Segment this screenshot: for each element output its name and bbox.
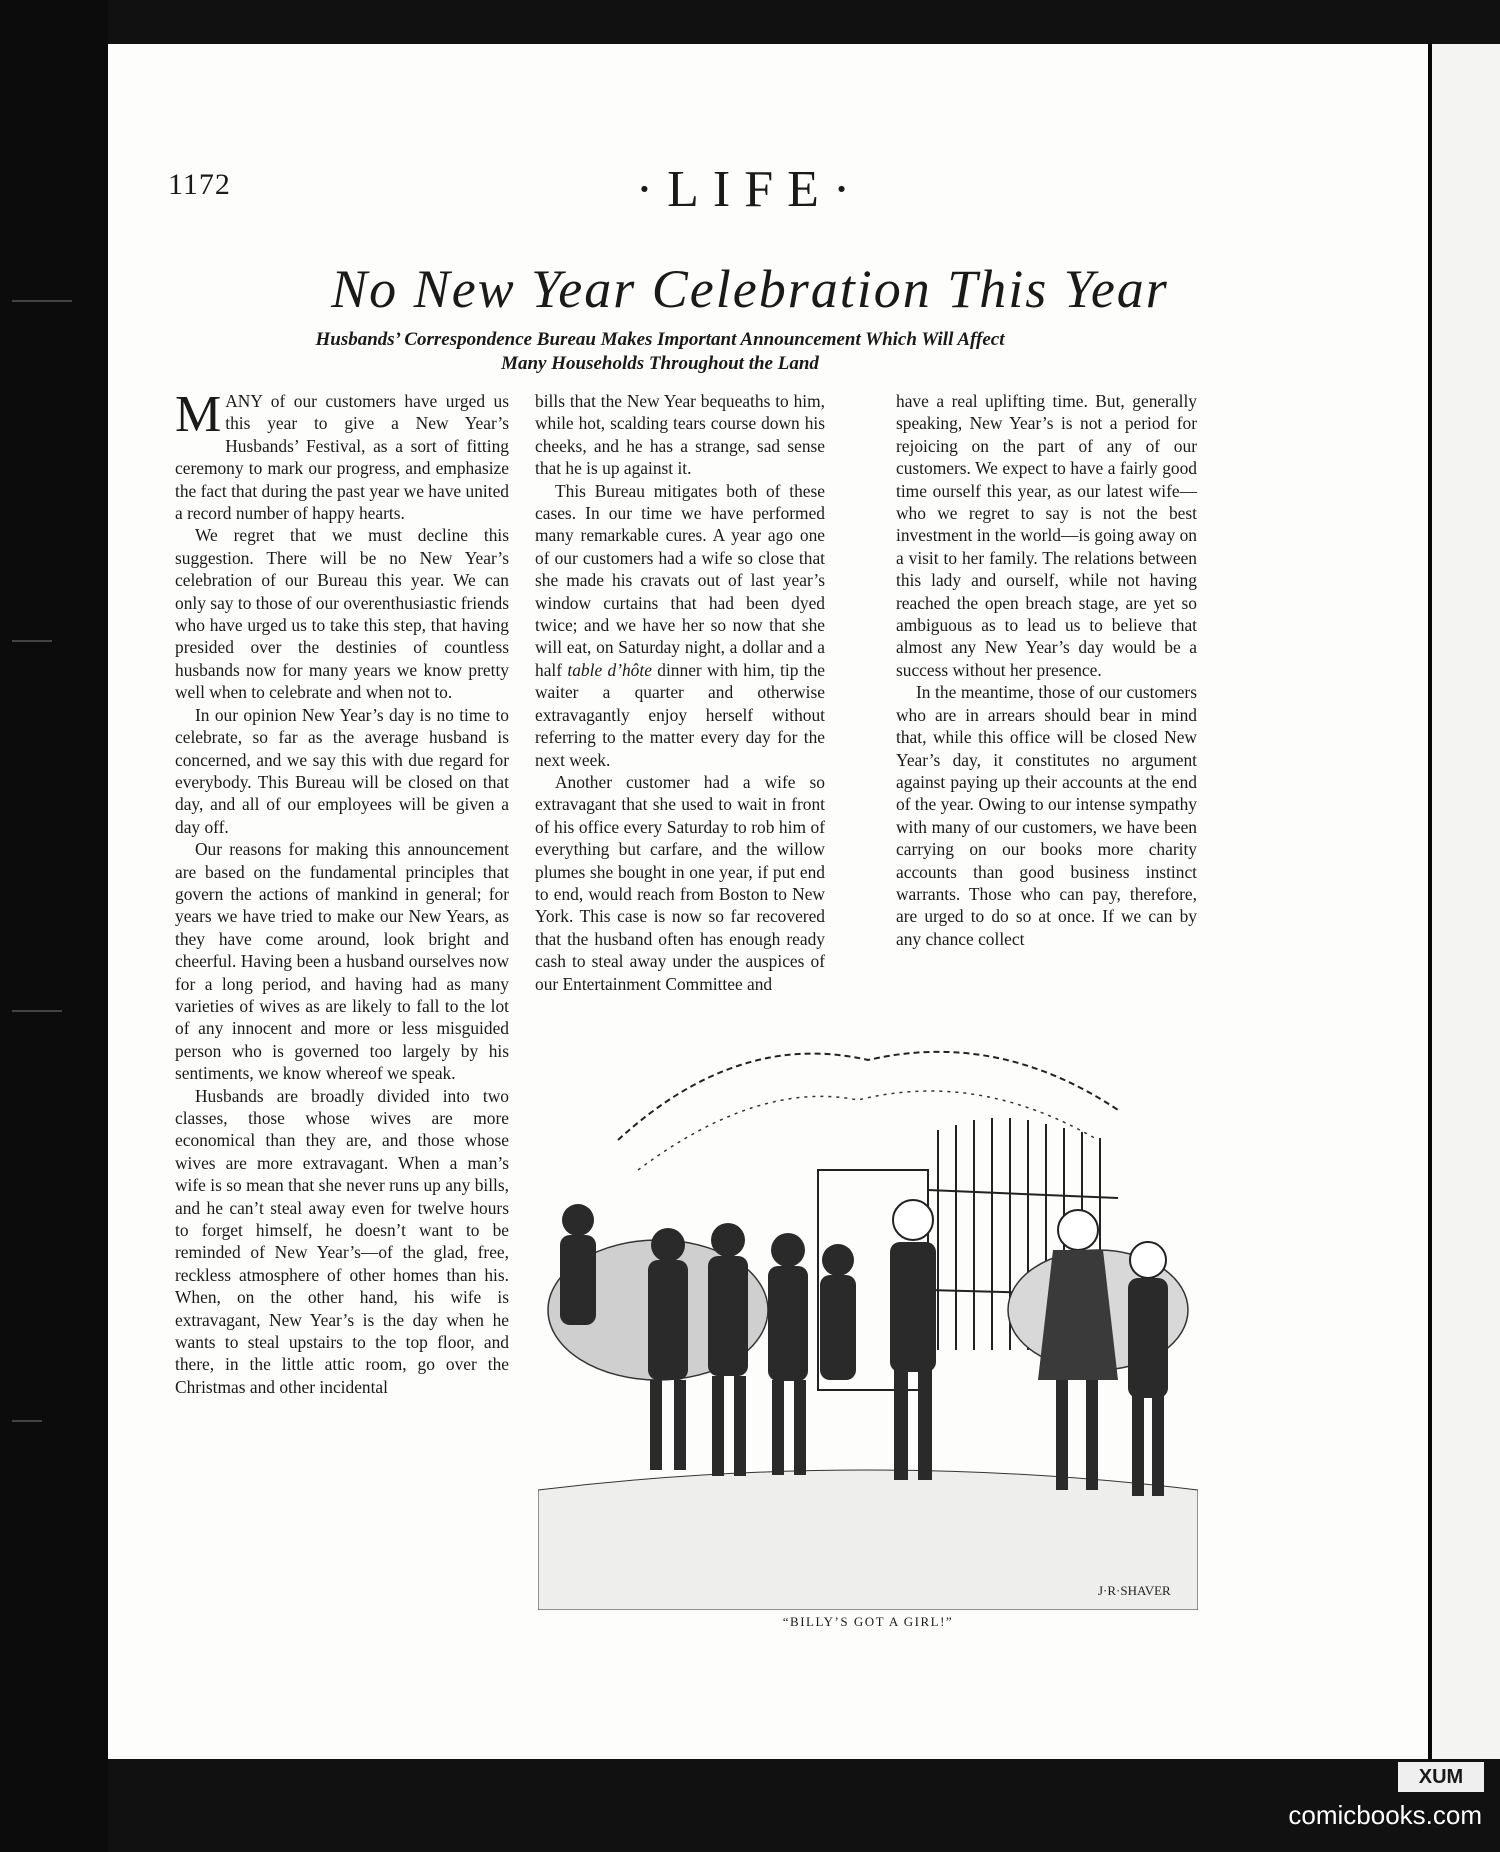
arbor-vines xyxy=(618,1052,1118,1140)
drop-cap: M xyxy=(175,386,222,443)
paragraph: In the meantime, those of our customers who are in arrears should bear in mind that, while this office will be closed New Year’s day, it constitutes no argument against paying up their accounts at the end of the year. Owing to our intense sympathy with many of our customers, we have been carrying on our books more charity accounts than good business instinct warrants. Those who can pay, therefore, are urged to do so at once. If we can by any chance collect xyxy=(896,682,1197,949)
paragraph-text: dinner with him, tip the waiter a quarter and otherwise extravagantly enjoy herself without referring to the matter every day for the next week. xyxy=(535,659,825,770)
subtitle-line: Husbands’ Correspondence Bureau Makes Important Announcement Which Will Affect xyxy=(315,329,1005,350)
scan-scratch xyxy=(12,1420,42,1422)
paragraph: We regret that we must decline this suggestion. There will be no New Year’s celebration of our Bureau this year. We can only say to those of our overenthusiastic friends who have urged us to take this step, that having presided over the destinies of countless husbands now for many years we know pretty well when to celebrate and when not to. xyxy=(175,525,509,703)
subtitle-line: Many Households Throughout the Land xyxy=(501,353,819,374)
scan-scratch xyxy=(12,1010,62,1012)
paragraph: have a real uplifting time. But, generally speaking, New Year’s is not a period for rejoicing on the part of any of our customers. We expect to have a fairly good time ourself this year, as our latest wife—who we regret to say is not the best investment in the world—is going away on a visit to her family. The relations between this lady and ourself, while not having reached the open breach stage, are yet so ambiguous as to lead us to believe that almost any New Year’s day would be a success without her presence. xyxy=(896,391,1197,680)
billy-figure xyxy=(890,1200,936,1480)
paragraph-text: ANY of our customers have urged us this year to give a New Year’s Husbands’ Festival, as a sort of fitting ceremony to mark our progress, and emphasize the fact that during the past year we have united a record number of happy hearts. xyxy=(175,391,509,524)
paragraph xyxy=(175,386,509,524)
article-subtitle xyxy=(200,328,1120,376)
article-title: No New Year Celebration This Year xyxy=(331,259,1169,319)
paragraph: bills that the New Year bequeaths to him, while hot, scalding tears course down his cheeks, and he has a strange, sad sense that he is up against it. xyxy=(535,391,825,479)
masthead: ·LIFE· xyxy=(635,161,865,218)
illustration-children-in-yard xyxy=(538,1020,1198,1610)
paragraph: In our opinion New Year’s day is no time to celebrate, so far as the average husband is concerned, and we say this with due regard for everybody. This Bureau will be closed on that day, and all of our employees will be given a day off. xyxy=(175,704,509,837)
text-column-1 xyxy=(175,386,509,1398)
paragraph-text: This Bureau mitigates both of these cases. In our time we have performed many remarkable cures. A year ago one of our customers had a wife so close that she made his cravats out of last year’s window curtains that had been dyed twice; and we have her so now that she will eat, on Saturday night, a dollar and a half xyxy=(535,480,825,680)
text-column-2 xyxy=(535,390,825,995)
scan-scratch xyxy=(12,640,52,642)
paragraph: Husbands are broadly divided into two classes, those whose wives are more economical than they are, and those whose wives are more extravagant. When a man’s wife is so mean that she never runs up any bills, and he can’t steal away even for twelve hours to forget himself, he doesn’t want to be reminded of New Year’s—of the glad, free, reckless atmosphere of other homes than his. When, on the other hand, his wife is extravagant, New Year’s is the day when he wants to steal upstairs to the top floor, and there, in the little attic room, go over the Christmas and other incidental xyxy=(175,1085,509,1397)
boy-figure-right xyxy=(1128,1242,1168,1496)
page-number: 1172 xyxy=(168,168,231,201)
paragraph xyxy=(535,480,825,771)
paragraph: Our reasons for making this announcement are based on the fundamental principles that govern the actions of mankind in general; for years we have tried to make our New Years, as they have come around, look bright and cheerful. Having been a husband ourselves now for a long period, and having had as many varieties of wives as are likely to fall to the lot of any innocent and more or less misguided person who is governed too largely by his sentiments, we know whereof we speak. xyxy=(175,839,509,1084)
italic-phrase: table d’hôte xyxy=(567,659,652,680)
illustration-caption: “BILLY’S GOT A GIRL!” xyxy=(782,1614,954,1629)
page-tag: XUM xyxy=(1398,1762,1484,1792)
artist-signature: J·R·SHAVER xyxy=(1098,1583,1171,1598)
watermark: comicbooks.com xyxy=(1288,1800,1482,1830)
text-column-3 xyxy=(896,390,1197,950)
paragraph: Another customer had a wife so extravagant that she used to wait in front of his office every Saturday to rob him of everything but carfare, and the willow plumes she bought in one year, if put end to end, would reach from Boston to New York. This case is now so far recovered that the husband often has enough ready cash to steal away under the auspices of our Entertainment Committee and xyxy=(535,771,825,994)
